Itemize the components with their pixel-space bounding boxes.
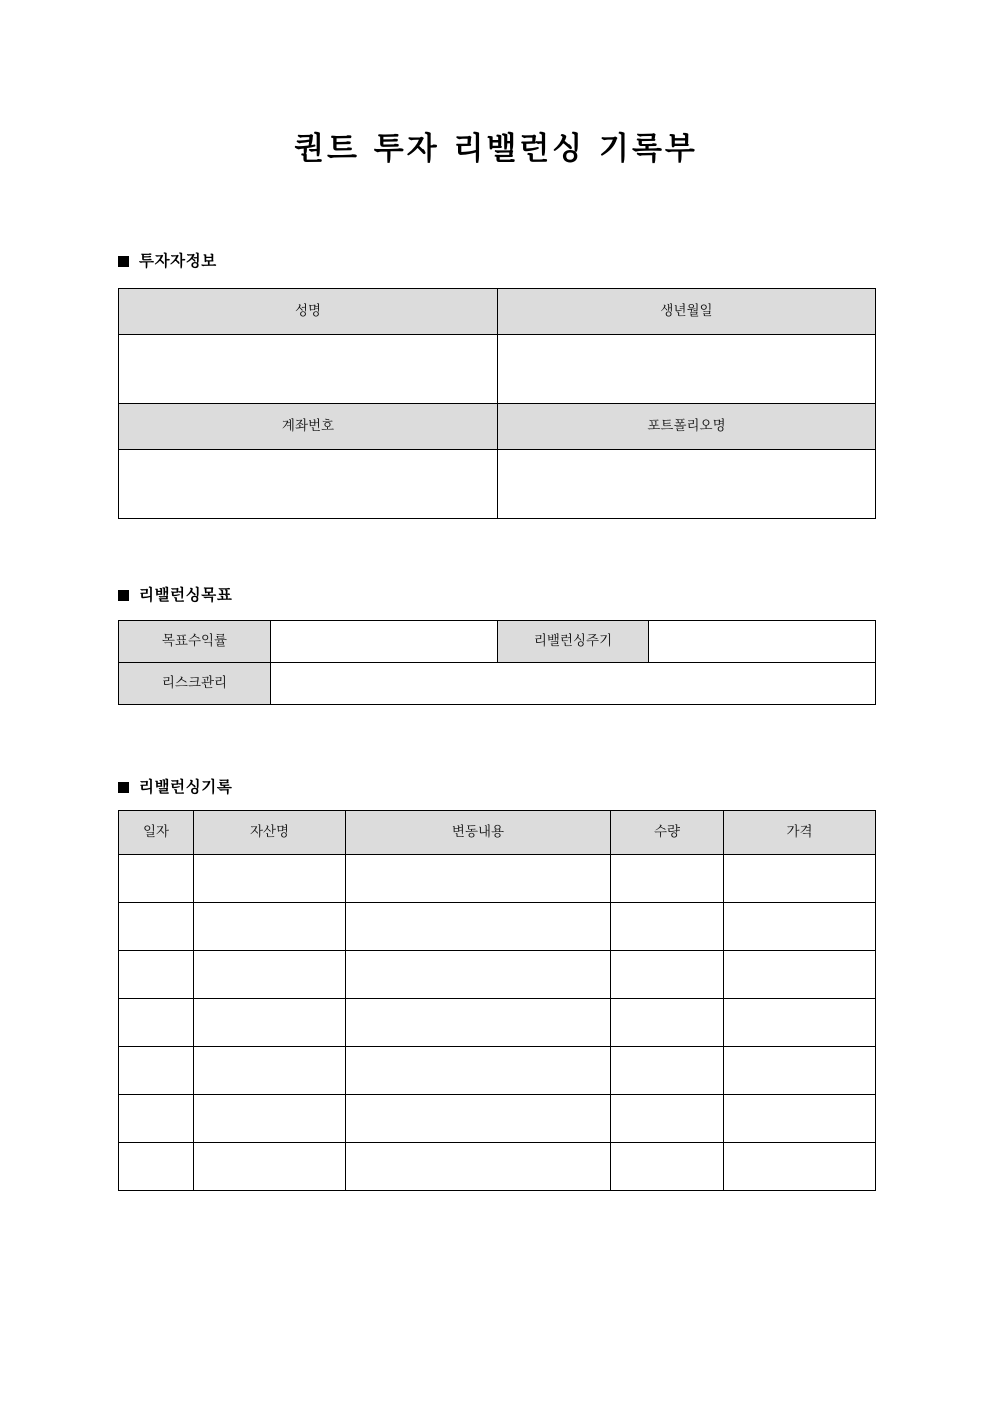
table-header-row [119,811,876,855]
cell-price[interactable] [724,999,876,1047]
table-row [119,855,876,903]
cell-name-header: 성명 [119,289,498,335]
table-row [119,903,876,951]
table-row [119,951,876,999]
cell-asset-name[interactable] [194,951,346,999]
cell-asset-name[interactable] [194,903,346,951]
field-portfolio-name-value[interactable] [498,450,876,519]
cell-change-detail[interactable] [346,999,611,1047]
table-row [119,663,876,705]
section-heading-rebalancing-record-label: 리밸런싱기록 [139,778,233,796]
column-header-price: 가격 [724,811,876,855]
cell-date[interactable] [119,1095,194,1143]
square-bullet-icon [118,590,129,601]
cell-price[interactable] [724,1143,876,1191]
column-header-asset-name: 자산명 [194,811,346,855]
column-header-date: 일자 [119,811,194,855]
rebalancing-record-table [118,810,876,1191]
cell-portfolio-name-header: 포트폴리오명 [498,404,876,450]
cell-price[interactable] [724,903,876,951]
cell-quantity[interactable] [611,903,724,951]
section-heading-investor-info-label: 투자자정보 [139,252,217,270]
cell-price[interactable] [724,951,876,999]
table-row [119,1095,876,1143]
cell-change-detail[interactable] [346,1095,611,1143]
cell-quantity[interactable] [611,951,724,999]
cell-date[interactable] [119,1143,194,1191]
table-row [119,450,876,519]
cell-quantity[interactable] [611,1095,724,1143]
cell-asset-name[interactable] [194,999,346,1047]
field-birthdate-value[interactable] [498,335,876,404]
section-heading-investor-info [118,254,217,270]
column-header-change-detail: 변동내용 [346,811,611,855]
cell-date[interactable] [119,951,194,999]
section-heading-rebalancing-goal [118,588,232,604]
section-heading-rebalancing-record [118,780,232,796]
section-heading-rebalancing-goal-label: 리밸런싱목표 [139,586,233,604]
cell-change-detail[interactable] [346,855,611,903]
cell-asset-name[interactable] [194,1143,346,1191]
cell-asset-name[interactable] [194,1095,346,1143]
table-row [119,999,876,1047]
cell-quantity[interactable] [611,999,724,1047]
cell-date[interactable] [119,1047,194,1095]
investor-info-table [118,288,876,519]
field-risk-management-value[interactable] [271,663,876,705]
page-title: 퀀트 투자 리밸런싱 기록부 [294,131,698,167]
cell-change-detail[interactable] [346,903,611,951]
table-row [119,621,876,663]
table-row [119,335,876,404]
label-risk-management: 리스크관리 [119,663,271,705]
table-row [119,404,876,450]
table-row [119,289,876,335]
cell-change-detail[interactable] [346,951,611,999]
cell-date[interactable] [119,999,194,1047]
cell-date[interactable] [119,855,194,903]
square-bullet-icon [118,782,129,793]
cell-account-number-header: 계좌번호 [119,404,498,450]
square-bullet-icon [118,256,129,267]
cell-quantity[interactable] [611,1047,724,1095]
column-header-quantity: 수량 [611,811,724,855]
cell-price[interactable] [724,855,876,903]
table-row [119,1143,876,1191]
label-rebalancing-cycle: 리밸런싱주기 [498,621,649,663]
rebalancing-goal-table [118,620,876,705]
cell-quantity[interactable] [611,1143,724,1191]
label-target-return: 목표수익률 [119,621,271,663]
cell-quantity[interactable] [611,855,724,903]
cell-asset-name[interactable] [194,855,346,903]
field-account-number-value[interactable] [119,450,498,519]
field-target-return-value[interactable] [271,621,498,663]
cell-birthdate-header: 생년월일 [498,289,876,335]
cell-price[interactable] [724,1095,876,1143]
cell-date[interactable] [119,903,194,951]
cell-change-detail[interactable] [346,1047,611,1095]
field-name-value[interactable] [119,335,498,404]
cell-price[interactable] [724,1047,876,1095]
cell-change-detail[interactable] [346,1143,611,1191]
table-row [119,1047,876,1095]
cell-asset-name[interactable] [194,1047,346,1095]
field-rebalancing-cycle-value[interactable] [649,621,876,663]
